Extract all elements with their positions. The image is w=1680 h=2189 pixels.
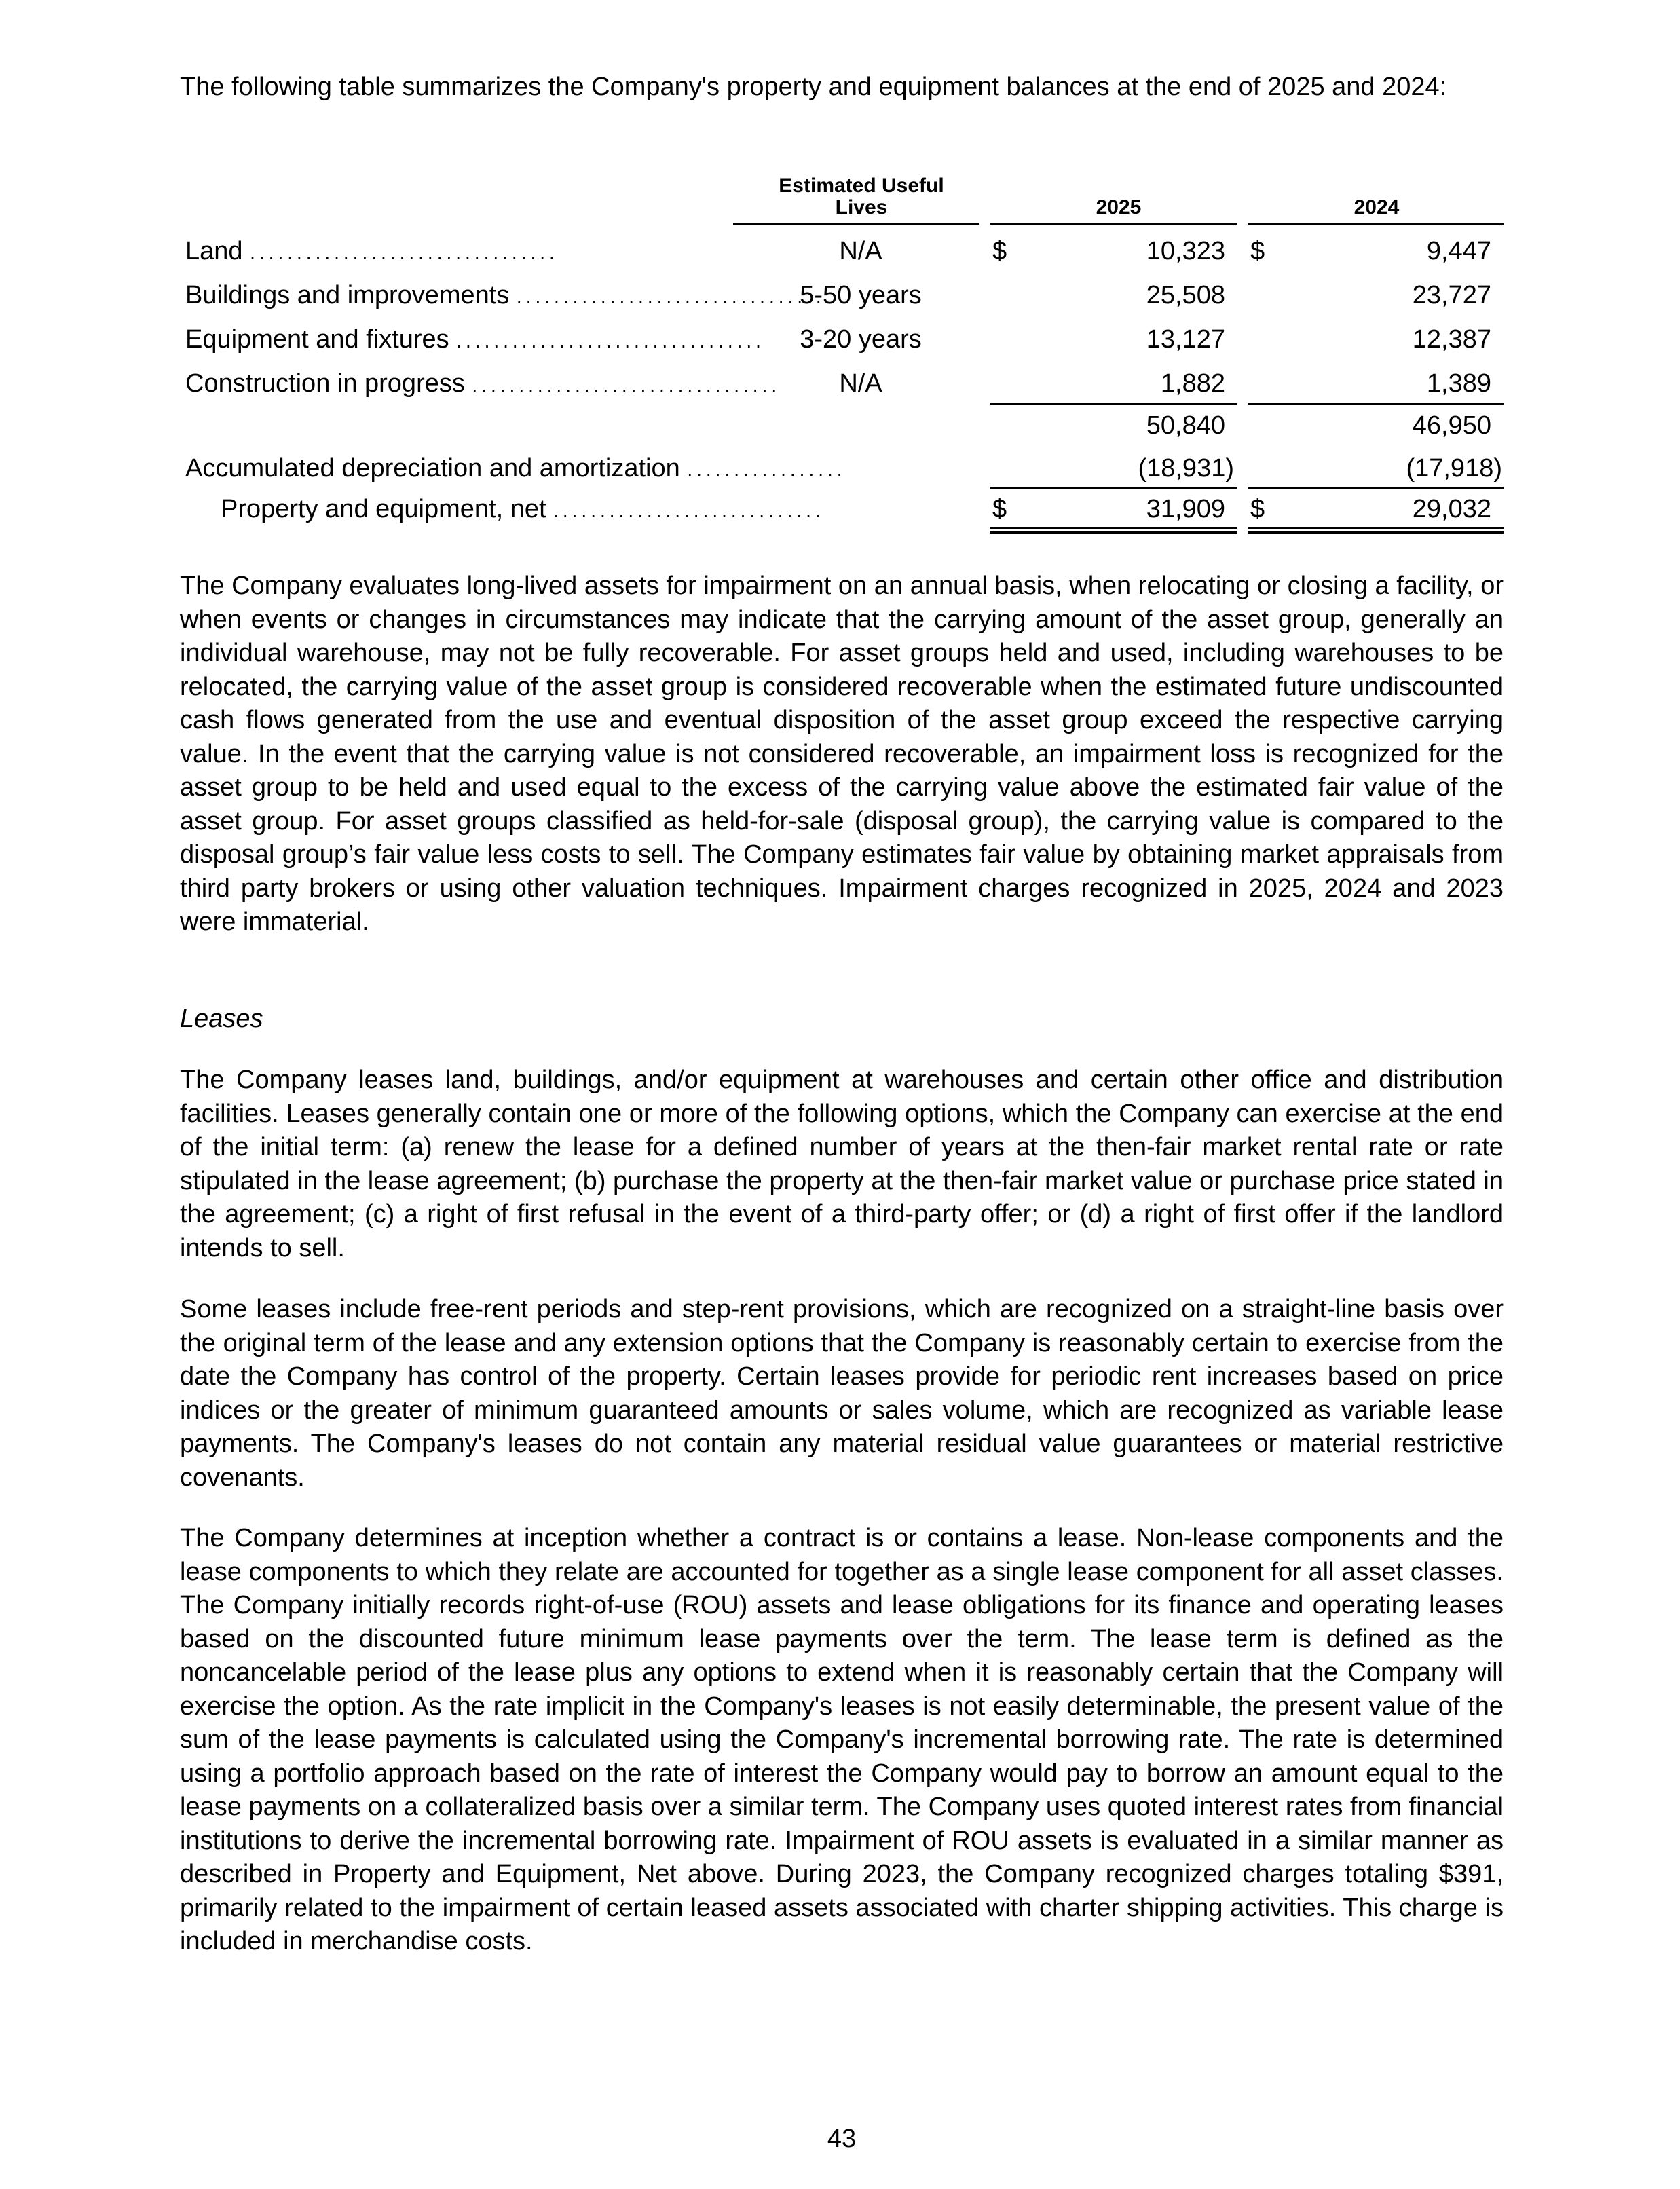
table-cell-2024: 9,447 bbox=[1426, 237, 1491, 265]
table-row-life: 3-20 years bbox=[800, 325, 922, 354]
impairment-paragraph: The Company evaluates long-lived assets for impairment on an annual basis, when relocating or closing a facility, or when events or changes in circumstances may indicate that the carrying amount of the asset group, generally an individual warehouse, may not be fully recoverable. For asset groups held and used, including warehouses to be relocated, the carrying value of the asset group is considered recoverable when the estimated future undiscounted cash flows generated from the use and eventual disposition of the asset group exceed the respective carrying value. In the event that the carrying value is not considered recoverable, an impairment loss is recognized for the asset group to be held and used equal to the excess of the carrying value above the estimated fair value of the asset group. For asset groups classified as held-for-sale (disposal group), the carrying value is compared to the disposal group’s fair value less costs to sell. The Company estimates fair value by obtaining market appraisals from third party brokers or using other valuation techniques. Impairment charges recognized in 2025, 2024 and 2023 were immaterial. bbox=[180, 572, 1504, 936]
page-number: 43 bbox=[827, 2125, 857, 2153]
property-equipment-table bbox=[180, 175, 1504, 542]
table-row-life: 5-50 years bbox=[800, 281, 922, 310]
subtotal-2024: 46,950 bbox=[1412, 411, 1491, 440]
header-useful-lives-line2: Lives bbox=[835, 196, 888, 219]
double-rule-2024-bottom bbox=[1248, 531, 1504, 534]
subtotal-rule-2025 bbox=[990, 403, 1237, 405]
dollar-sign-2024: $ bbox=[1250, 495, 1265, 523]
accumulated-2024: (17,918) bbox=[1406, 454, 1502, 483]
table-cell-2025: 13,127 bbox=[1146, 325, 1225, 354]
subtotal-2025: 50,840 bbox=[1146, 411, 1225, 440]
header-useful-lives bbox=[753, 175, 969, 219]
table-row-label: Land ................................. bbox=[185, 237, 559, 265]
double-rule-2025-top bbox=[990, 527, 1237, 529]
net-2025: 31,909 bbox=[1146, 495, 1225, 523]
table-row-life: N/A bbox=[839, 237, 882, 265]
header-rule-2025 bbox=[990, 223, 1237, 225]
accumulated-2025: (18,931) bbox=[1138, 454, 1234, 483]
header-rule-lives bbox=[733, 223, 979, 225]
net-rule-2024 bbox=[1248, 487, 1504, 489]
table-cell-2025: 1,882 bbox=[1160, 369, 1225, 398]
accumulated-depreciation-label: Accumulated depreciation and amortization ................. bbox=[185, 454, 846, 483]
table-row-life: N/A bbox=[839, 369, 882, 398]
table-cell-2024: 1,389 bbox=[1426, 369, 1491, 398]
net-2024: 29,032 bbox=[1412, 495, 1491, 523]
net-label: Property and equipment, net ............................. bbox=[221, 495, 825, 523]
leases-paragraph-3: The Company determines at inception whether a contract is or contains a lease. Non-lease components and the lease components to which they relate are accounted for together as a single lease component for all asset classes. The Company initially records right-of-use (ROU) assets and lease obligations for its finance and operating leases based on the discounted future minimum lease payments over the term. The lease term is defined as the noncancelable period of the lease plus any options to extend when it is reasonably certain that the Company will exercise the option. As the rate implicit in the Company's leases is not easily determinable, the present value of the sum of the lease payments is calculated using the Company's incremental borrowing rate. The rate is determined using a portfolio approach based on the rate of interest the Company would pay to borrow an amount equal to the lease payments on a collateralized basis over a similar term. The Company uses quoted interest rates from financial institutions to derive the incremental borrowing rate. Impairment of ROU assets is evaluated in a similar manner as described in Property and Equipment, Net above. During 2023, the Company recognized charges totaling $391, primarily related to the impairment of certain leased assets associated with charter shipping activities. This charge is included in merchandise costs. bbox=[180, 1524, 1504, 1956]
header-rule-2024 bbox=[1248, 223, 1504, 225]
header-2024: 2024 bbox=[1354, 196, 1400, 219]
table-cell-2024: 12,387 bbox=[1412, 325, 1491, 354]
double-rule-2024-top bbox=[1248, 527, 1504, 529]
leases-heading: Leases bbox=[180, 1005, 263, 1033]
dollar-sign-2025: $ bbox=[992, 237, 1007, 265]
dollar-sign-2024: $ bbox=[1250, 237, 1265, 265]
table-row-label: Equipment and fixtures ................................. bbox=[185, 325, 765, 354]
header-2025: 2025 bbox=[1096, 196, 1142, 219]
double-rule-2025-bottom bbox=[990, 531, 1237, 534]
dollar-sign-2025: $ bbox=[992, 495, 1007, 523]
table-row-label: Buildings and improvements ................................. bbox=[185, 281, 825, 310]
table-cell-2025: 10,323 bbox=[1146, 237, 1225, 265]
intro-paragraph: The following table summarizes the Company's property and equipment balances at the end of 2025 and 2024: bbox=[180, 73, 1447, 101]
table-cell-2025: 25,508 bbox=[1146, 281, 1225, 310]
table-row-label: Construction in progress ................................. bbox=[185, 369, 781, 398]
leases-paragraph-1: The Company leases land, buildings, and/or equipment at warehouses and certain other office and distribution facilities. Leases generally contain one or more of the following options, which the Company can exercise at the end of the initial term: (a) renew the lease for a defined number of years at the then-fair market rental rate or rate stipulated in the lease agreement; (b) purchase the property at the then-fair market value or purchase price stated in the agreement; (c) a right of first refusal in the event of a third-party offer; or (d) a right of first offer if the landlord intends to sell. bbox=[180, 1066, 1504, 1262]
table-cell-2024: 23,727 bbox=[1412, 281, 1491, 310]
header-useful-lives-line1: Estimated Useful bbox=[779, 174, 944, 197]
net-rule-2025 bbox=[990, 487, 1237, 489]
leases-paragraph-2: Some leases include free-rent periods and step-rent provisions, which are recognized on a straight-line basis over the original term of the lease and any extension options that the Company is reasonably certain to exercise from the date the Company has control of the property. Certain leases provide for periodic rent increases based on price indices or the greater of minimum guaranteed amounts or sales volume, which are recognized as variable lease payments. The Company's leases do not contain any material residual value guarantees or material restrictive covenants. bbox=[180, 1295, 1504, 1492]
subtotal-rule-2024 bbox=[1248, 403, 1504, 405]
